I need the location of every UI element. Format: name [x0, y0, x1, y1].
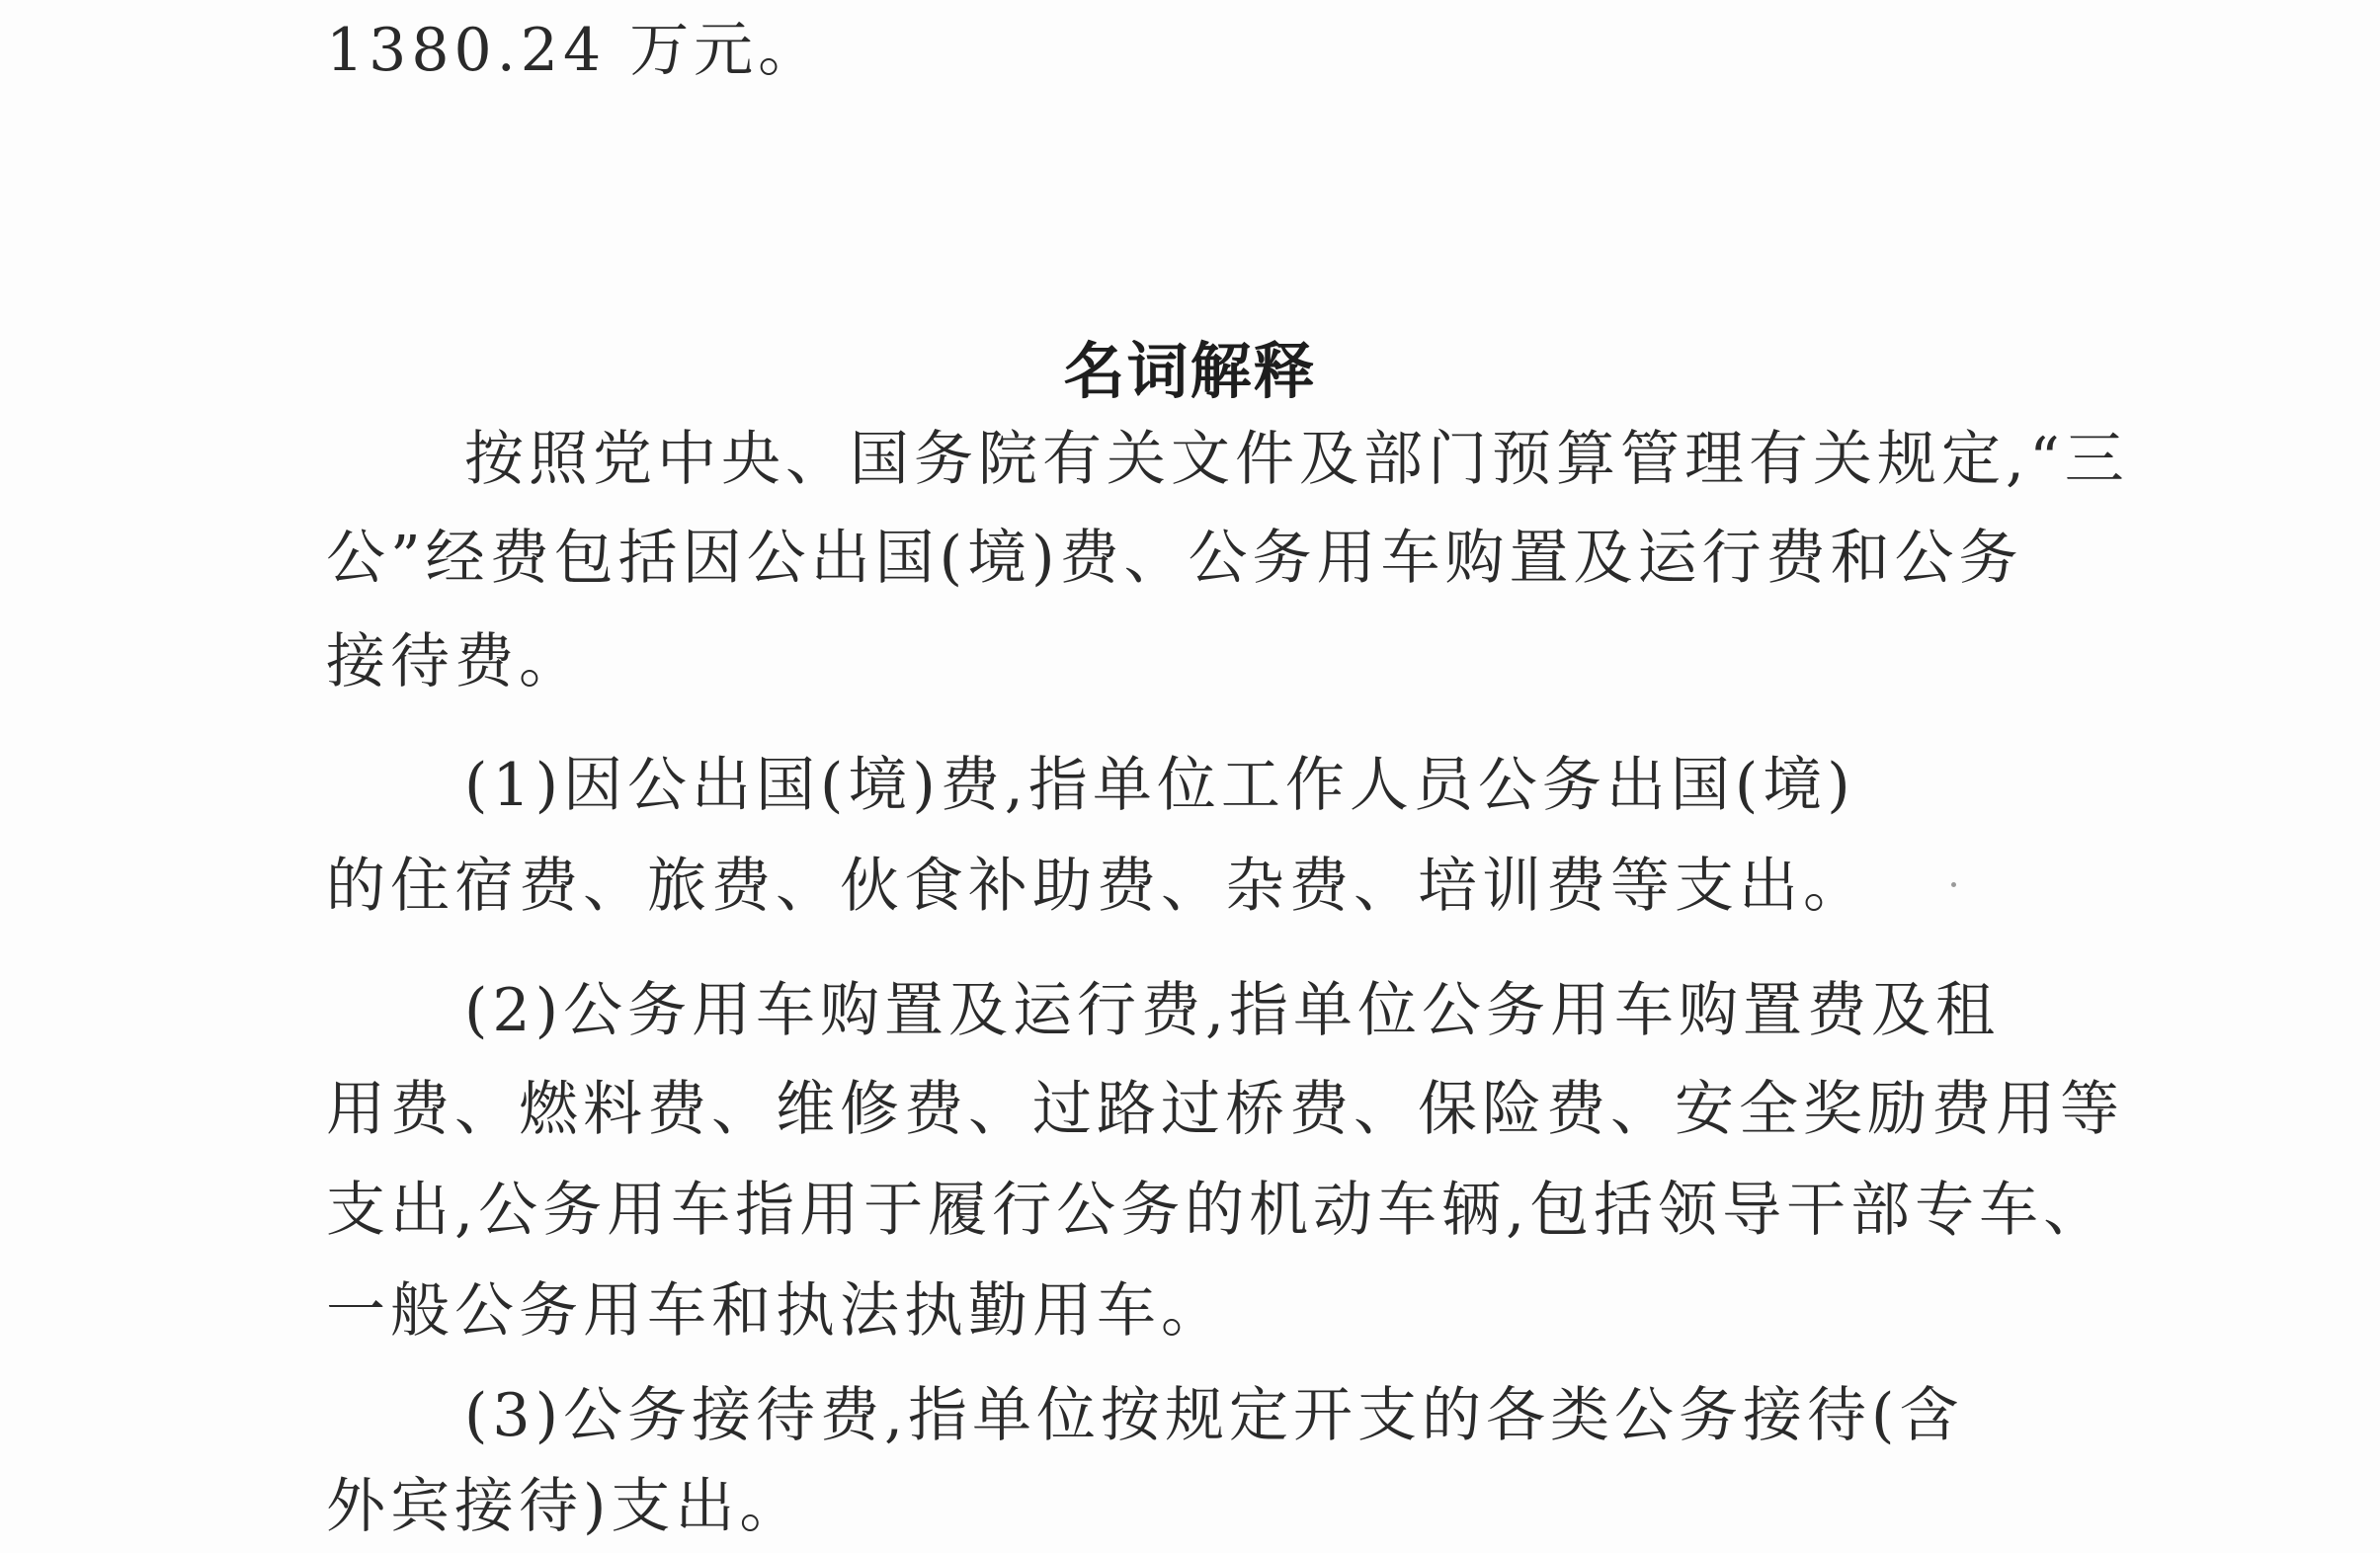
item3-line-2: 外宾接待)支出。	[326, 1472, 804, 1541]
scan-speck	[1951, 882, 1956, 887]
section-title: 名词解释	[1063, 335, 1317, 407]
item2-line-1: (2)公务用车购置及运行费,指单位公务用车购置费及租	[464, 976, 2001, 1045]
item2-line-4: 一般公务用车和执法执勤用车。	[326, 1276, 1225, 1346]
item1-line-1: (1)因公出国(境)费,指单位工作人员公务出国(境)	[464, 751, 1855, 820]
item1-line-2: 的住宿费、旅费、伙食补助费、杂费、培训费等支出。	[326, 852, 1867, 921]
intro-line-2: 公”经费包括因公出国(境)费、公务用车购置及运行费和公务	[326, 524, 2023, 593]
previous-paragraph-fragment: 1380.24 万元。	[326, 16, 823, 85]
item3-line-1: (3)公务接待费,指单位按规定开支的各类公务接待(含	[464, 1381, 1964, 1450]
intro-line-3: 接待费。	[326, 627, 583, 696]
intro-line-1: 按照党中央、国务院有关文件及部门预算管理有关规定,“三	[464, 425, 2129, 494]
item2-line-3: 支出,公务用车指用于履行公务的机动车辆,包括领导干部专车、	[326, 1176, 2108, 1245]
item2-line-2: 用费、燃料费、维修费、过路过桥费、保险费、安全奖励费用等	[326, 1075, 2124, 1144]
